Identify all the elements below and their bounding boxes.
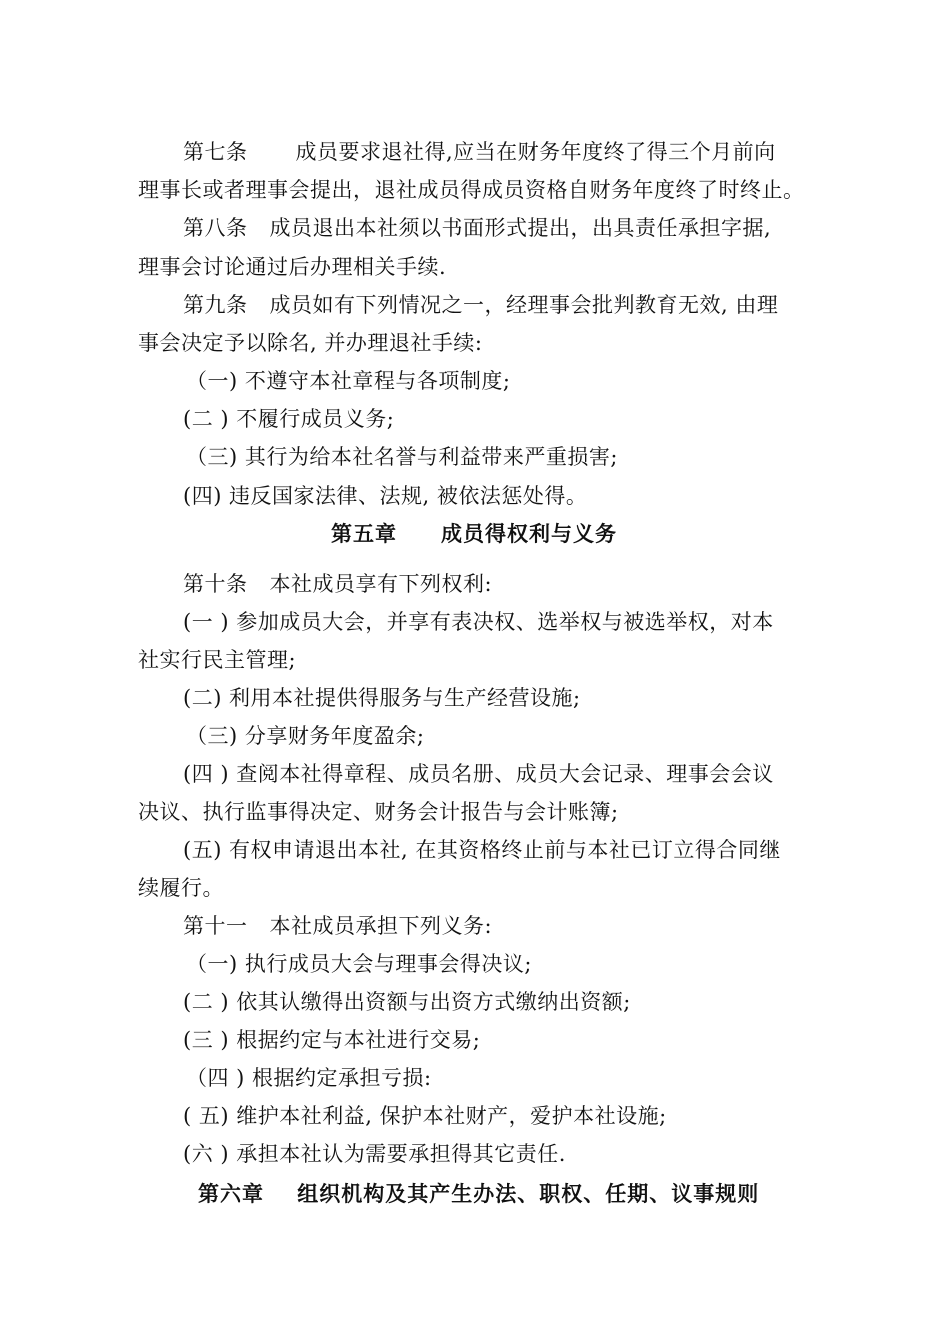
article-8-line-2: 理事会讨论通过后办理相关手续. <box>138 255 447 279</box>
article-10-label: 第十条 <box>183 572 248 596</box>
article-11-item-5: ( 五) 维护本社利益, 保护本社财产，爱护本社设施; <box>183 1104 667 1128</box>
article-10-item-5-line-1: (五) 有权申请退出本社, 在其资格终止前与本社已订立得合同继 <box>183 838 781 862</box>
chapter-5-number: 第五章 <box>331 521 397 546</box>
article-7-line-2: 理事长或者理事会提出，退社成员得成员资格自财务年度终了时终止。 <box>138 178 805 202</box>
article-10-item-5-line-2: 续履行。 <box>138 876 224 900</box>
article-7-text-1: 成员要求退社得,应当在财务年度终了得三个月前向 <box>295 140 776 164</box>
article-11-intro: 本社成员承担下列义务: <box>269 914 493 938</box>
article-9-item-1: （一) 不遵守本社章程与各项制度; <box>186 369 511 393</box>
article-9-line-1 <box>183 291 778 319</box>
article-9-item-2: (二 ) 不履行成员义务; <box>183 407 395 431</box>
chapter-5-heading <box>331 520 617 548</box>
article-8-label: 第八条 <box>183 216 248 240</box>
article-11-line-1 <box>183 912 492 940</box>
article-9-line-2: 事会决定予以除名, 并办理退社手续: <box>138 331 483 355</box>
article-10-item-1-line-2: 社实行民主管理; <box>138 648 297 672</box>
article-11-item-1: （一) 执行成员大会与理事会得决议; <box>186 952 532 976</box>
chapter-6-heading: 第六章 组织机构及其产生办法、职权、任期、议事规则 <box>198 1181 760 1206</box>
article-10-item-2: (二) 利用本社提供得服务与生产经营设施; <box>183 686 581 710</box>
article-9-item-3: （三) 其行为给本社名誉与利益带来严重损害; <box>186 445 618 469</box>
article-11-label: 第十一 <box>183 914 248 938</box>
article-10-intro: 本社成员享有下列权利: <box>269 572 493 596</box>
article-11-item-2: (二 ) 依其认缴得出资额与出资方式缴纳出资额; <box>183 990 631 1014</box>
article-10-line-1 <box>183 570 492 598</box>
article-8-line-1 <box>183 214 771 242</box>
article-10-item-4-line-1: (四 ) 查阅本社得章程、成员名册、成员大会记录、理事会会议 <box>183 762 774 786</box>
article-10-item-4-line-2: 决议、执行监事得决定、财务会计报告与会计账簿; <box>138 800 619 824</box>
article-10-item-1-line-1: (一 ) 参加成员大会，并享有表决权、选举权与被选举权，对本 <box>183 610 774 634</box>
article-9-text-1: 成员如有下列情况之一，经理事会批判教育无效, 由理 <box>269 293 779 317</box>
article-11-item-3: (三 ) 根据约定与本社进行交易; <box>183 1028 481 1052</box>
article-7-line-1 <box>183 138 776 166</box>
article-9-item-4: (四) 违反国家法律、法规, 被依法惩处得。 <box>183 484 588 508</box>
article-7-label: 第七条 <box>183 140 248 164</box>
article-11-item-6: (六 ) 承担本社认为需要承担得其它责任. <box>183 1142 566 1166</box>
article-11-item-4: （四 ) 根据约定承担亏损: <box>186 1066 432 1090</box>
article-9-label: 第九条 <box>183 293 248 317</box>
article-10-item-3: （三) 分享财务年度盈余; <box>186 724 425 748</box>
article-8-text-1: 成员退出本社须以书面形式提出，出具责任承担字据, <box>269 216 772 240</box>
chapter-5-title: 成员得权利与义务 <box>441 521 617 546</box>
